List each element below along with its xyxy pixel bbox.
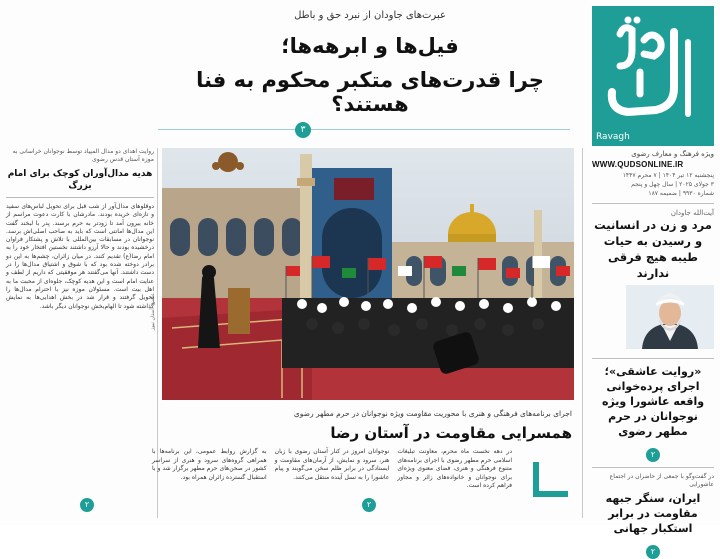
iran-article-note: در گفت‌وگو با جمعی از حاضران در اجتماع عاشورایی	[609, 473, 714, 488]
left-column	[6, 148, 154, 311]
iran-article[interactable]	[592, 473, 714, 559]
corner-bracket-icon	[532, 458, 572, 498]
lead-story-title[interactable]: همسرایی مقاومت در آستان رضا	[330, 424, 572, 442]
lead-column-2: نوجوانان امروز در کنار آستان رضوی با زبان هنر، سرود و نمایش، از آرمان‌های مقاومت و ایستادگی در برابر ظلم سخن می‌گویند و پیام عاشورا را به نسل آینده منتقل می‌کنند.	[274, 448, 390, 481]
left-page-marker: ۲	[80, 498, 94, 512]
opinion-author: آیت‌الله جاودان	[670, 209, 714, 217]
photo-credit: عکس: آستان نیوز	[150, 292, 156, 330]
headline-rule	[158, 129, 570, 130]
divider	[592, 358, 714, 359]
headline-kicker: عبرت‌های جاودان از نبرد حق و باطل	[294, 10, 446, 21]
lead-column-3: به گزارش روابط عمومی، این برنامه‌ها با همراهی گروه‌های سرود و هنری از سراسر کشور در صحن‌های حرم مطهر برگزار شد و با استقبال گسترده زائران همراه بود.	[151, 448, 267, 481]
left-article-title[interactable]: هدیه مدال‌آوران کوچک برای امام بزرگ	[7, 169, 153, 191]
lead-column-1: در دهه نخست ماه محرم، معاونت تبلیغات اسلامی حرم مطهر رضوی با اجرای برنامه‌های متنوع فرهنگی و هنری، فضای معنوی ویژه‌ای برای نوجوانان و خانواده‌های زائر و مجاور فراهم کرده است.	[397, 448, 512, 489]
iran-article-title[interactable]: ایران، سنگر جبهه مقاومت در برابر استکبار جهانی	[605, 492, 701, 535]
shrine-gathering-image	[162, 148, 574, 400]
left-article-body: دوقلوهای مدال‌آور از شب قبل برای تحویل لباس‌های سفید و تازه‌ای خریده بودند. مادرشان با کارت دعوت مراسم از خانه بیرون آمد تا زودتر به حرم برسند. پدر با لبخند گفت این مدال‌ها امانتی است که باید به صاحب اصلی‌اش برسد. نوجوانان در مسابقات بین‌المللی با تلاش و پشتکار فراوان درخشیده بودند و حالا آرزو داشتند نخستین افتخار خود را به امام رضا(ع) تقدیم کنند. در میان زائران، چشم‌ها به این دو برادر دوخته شده بود که با شوق و اشتیاق مدال‌ها را در دست داشتند. آنها می‌گفتند هر موفقیتی که داریم از لطف و عنایت امام است و این هدیه کوچک، جلوه‌ای از محبت ما به اهل بیت است. مسئولان موزه نیز با احترام مدال‌ها را تحویل گرفتند و قرار شد در بخش اهدایی‌ها به نمایش گذاشته شود تا الهام‌بخش نوجوانان دیگر باشد.	[6, 203, 154, 310]
issue-line-year: ۳ جولای ۲۰۲۵ | سال چهل و پنجم	[631, 181, 714, 188]
issue-line-date: پنجشنبه ۱۲ تیر ۱۴۰۴ | ۷ محرم ۱۴۴۷	[622, 172, 714, 179]
author-portrait	[626, 285, 714, 349]
main-headline-line1[interactable]: فیل‌ها و ابرهه‌ها؛	[281, 34, 459, 58]
narration-title[interactable]: «روایت عاشقی»؛ اجرای پرده‌خوانی واقعه عاشورا ویژه نوجوانان در حرم مطهر رضوی	[601, 365, 705, 438]
issue-line-number: شماره ۹۹۳۰ | ضمیمه ۱۸۷	[648, 190, 714, 197]
divider	[592, 203, 714, 204]
lead-page-marker: ۲	[362, 498, 376, 512]
issue-info	[592, 171, 714, 198]
opinion-title[interactable]: مرد و زن در انسانیت و رسیدن به حیات طیبه هیچ فرقی ندارند	[594, 218, 712, 280]
photo-caption: اجرای برنامه‌های فرهنگی و هنری با محوریت مقاومت ویژه نوجوانان در حرم مطهر رضوی	[293, 409, 572, 418]
main-photo[interactable]	[162, 148, 574, 400]
page-marker: ۲	[592, 442, 714, 462]
narration-article[interactable]	[592, 364, 714, 462]
masthead-tagline: ویژه فرهنگ و معارف رضوی	[631, 150, 714, 158]
site-url[interactable]: WWW.QUDSONLINE.IR	[592, 160, 684, 169]
lead-story-body	[152, 448, 512, 491]
right-column	[592, 6, 714, 556]
masthead[interactable]	[592, 6, 714, 146]
column-separator	[582, 148, 583, 518]
logo-english-text: Ravagh	[596, 132, 630, 142]
page-marker: ۲	[592, 539, 714, 559]
left-article-note: روایت اهدای دو مدال المپیاد توسط نوجوانان خراسانی به موزه آستان قدس رضوی	[12, 148, 154, 163]
divider	[592, 467, 714, 468]
opinion-article[interactable]	[592, 209, 714, 353]
divider	[6, 197, 154, 198]
main-headline-line2[interactable]: چرا قدرت‌های متکبر محکوم به فنا هستند؟	[196, 68, 544, 116]
ravagh-logo	[592, 6, 714, 146]
headline-page-marker: ۳	[295, 122, 311, 138]
